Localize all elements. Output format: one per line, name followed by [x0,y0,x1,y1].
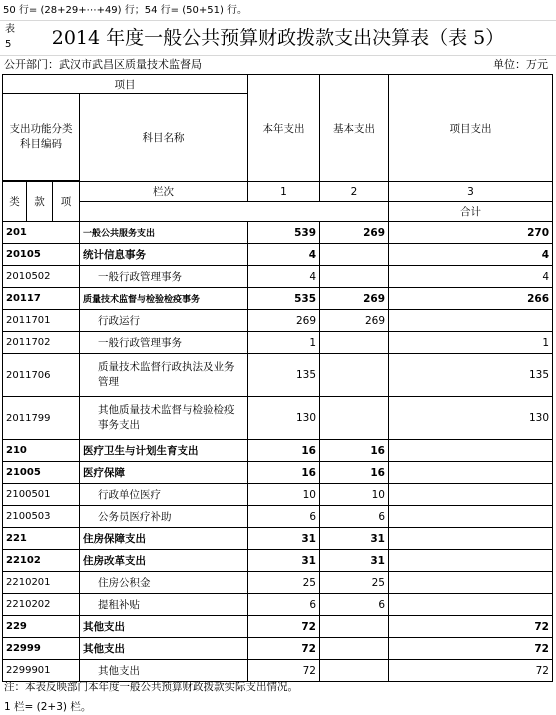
table-row [3,354,553,397]
row-current-expenditure: 4 [248,266,320,288]
row-name: 其他支出 [80,638,248,660]
table-row [3,550,553,572]
expenditure-table [2,74,553,682]
row-current-expenditure: 72 [248,638,320,660]
row-current-expenditure: 25 [248,572,320,594]
header-subject-name: 科目名称 [80,94,248,182]
row-code: 229 [3,616,80,638]
row-project-expenditure [389,462,553,484]
row-project-expenditure: 72 [389,616,553,638]
row-name: 一般行政管理事务 [80,332,248,354]
row-basic-expenditure [320,354,389,397]
row-code: 22999 [3,638,80,660]
row-basic-expenditure: 6 [320,506,389,528]
row-code: 21005 [3,462,80,484]
row-name: 其他支出 [80,616,248,638]
table-row [3,528,553,550]
row-name: 行政运行 [80,310,248,332]
row-basic-expenditure: 10 [320,484,389,506]
row-code: 2011701 [3,310,80,332]
row-name: 公务员医疗补助 [80,506,248,528]
row-name: 合计 [389,202,553,222]
row-current-expenditure: 16 [248,462,320,484]
row-code: 2100503 [3,506,80,528]
row-current-expenditure: 6 [248,506,320,528]
table-row [3,506,553,528]
table-row [3,462,553,484]
unit-label: 单位：万元 [493,58,548,71]
row-code: 2100501 [3,484,80,506]
row-current-expenditure: 135 [248,354,320,397]
row-project-expenditure [389,440,553,462]
row-project-expenditure: 1 [389,332,553,354]
row-current-expenditure: 4 [248,244,320,266]
row-name: 质量技术监督与检验检疫事务 [80,288,248,310]
top-formula-note: 50 行= (28+29+⋯+49) 行；54 行= (50+51) 行。 [0,0,556,21]
row-basic-expenditure [320,616,389,638]
row-name: 提租补贴 [80,594,248,616]
row-project-expenditure [389,550,553,572]
row-code: 2011702 [3,332,80,354]
row-name: 质量技术监督行政执法及业务管理 [80,354,248,397]
header-column-label: 栏次 [80,182,248,202]
row-code: 20105 [3,244,80,266]
row-name: 一般公共服务支出 [80,222,248,244]
row-name: 统计信息事务 [80,244,248,266]
table-row [3,202,553,222]
row-project-expenditure: 72 [389,638,553,660]
row-code: 2011799 [3,397,80,440]
row-basic-expenditure: 16 [320,462,389,484]
header-col-3: 3 [389,182,553,202]
row-name: 医疗卫生与计划生育支出 [80,440,248,462]
row-basic-expenditure: 25 [320,572,389,594]
header-section: 款 [27,182,53,222]
header-kind: 类 [3,182,27,222]
meta-row [0,55,556,74]
row-code: 2010502 [3,266,80,288]
table-tag: 表 5 [5,24,15,50]
row-name: 住房改革支出 [80,550,248,572]
table-row [3,332,553,354]
row-project-expenditure: 72 [389,660,553,682]
row-current-expenditure: 539 [248,222,320,244]
row-project-expenditure [389,528,553,550]
row-basic-expenditure [320,397,389,440]
row-basic-expenditure: 269 [320,222,389,244]
row-current-expenditure: 10 [248,484,320,506]
row-basic-expenditure [320,638,389,660]
row-current-expenditure: 31 [248,550,320,572]
row-current-expenditure: 31 [248,528,320,550]
row-project-expenditure: 135 [389,354,553,397]
row-current-expenditure: 6 [248,594,320,616]
row-code [80,202,389,222]
table-row [3,616,553,638]
row-project-expenditure: 266 [389,288,553,310]
row-project-expenditure [389,572,553,594]
row-name: 医疗保障 [80,462,248,484]
table-row [3,222,553,244]
title-row [0,21,556,56]
table-row [3,397,553,440]
row-project-expenditure [389,594,553,616]
row-project-expenditure [389,506,553,528]
row-basic-expenditure [320,660,389,682]
row-name: 住房公积金 [80,572,248,594]
row-project-expenditure [389,484,553,506]
row-current-expenditure: 16 [248,440,320,462]
row-basic-expenditure [320,244,389,266]
table-row [3,440,553,462]
row-current-expenditure: 130 [248,397,320,440]
row-basic-expenditure: 31 [320,550,389,572]
row-name: 其他质量技术监督与检验检疫事务支出 [80,397,248,440]
row-current-expenditure: 72 [248,616,320,638]
header-item: 项目 [3,75,248,94]
row-code: 201 [3,222,80,244]
row-current-expenditure: 535 [248,288,320,310]
row-code: 2210202 [3,594,80,616]
row-project-expenditure: 4 [389,266,553,288]
header-function-code: 支出功能分类科目编码 [3,94,80,181]
footnote: 注：本表反映部门本年度一般公共预算财政拨款实际支出情况。 [4,681,298,693]
header-project-expenditure: 项目支出 [389,75,553,182]
table-row [3,266,553,288]
row-code: 210 [3,440,80,462]
row-name: 一般行政管理事务 [80,266,248,288]
row-name: 其他支出 [80,660,248,682]
row-basic-expenditure [320,266,389,288]
row-name: 行政单位医疗 [80,484,248,506]
table-row [3,288,553,310]
row-basic-expenditure: 16 [320,440,389,462]
row-current-expenditure: 72 [248,660,320,682]
row-basic-expenditure: 269 [320,288,389,310]
row-code: 2210201 [3,572,80,594]
footnote-formula: 1 栏= (2+3) 栏。 [4,701,92,713]
table-row [3,484,553,506]
row-name: 住房保障支出 [80,528,248,550]
row-basic-expenditure: 269 [320,310,389,332]
table-row [3,572,553,594]
header-entry: 项 [53,182,80,222]
row-current-expenditure: 1 [248,332,320,354]
row-basic-expenditure [320,332,389,354]
header-current-expenditure: 本年支出 [248,75,320,182]
table-row [3,638,553,660]
row-project-expenditure: 270 [389,222,553,244]
row-project-expenditure: 130 [389,397,553,440]
department-label: 公开部门：武汉市武昌区质量技术监督局 [4,58,202,71]
row-code: 20117 [3,288,80,310]
row-code: 22102 [3,550,80,572]
row-code: 2011706 [3,354,80,397]
page-title: 2014 年度一般公共预算财政拨款支出决算表（表 5） [51,27,505,49]
row-basic-expenditure: 6 [320,594,389,616]
header-col-1: 1 [248,182,320,202]
table-row [3,310,553,332]
row-code: 221 [3,528,80,550]
table-row [3,244,553,266]
row-code: 2299901 [3,660,80,682]
row-current-expenditure: 269 [248,310,320,332]
row-project-expenditure: 4 [389,244,553,266]
row-project-expenditure [389,310,553,332]
table-row [3,594,553,616]
header-col-2: 2 [320,182,389,202]
header-basic-expenditure: 基本支出 [320,75,389,182]
row-basic-expenditure: 31 [320,528,389,550]
